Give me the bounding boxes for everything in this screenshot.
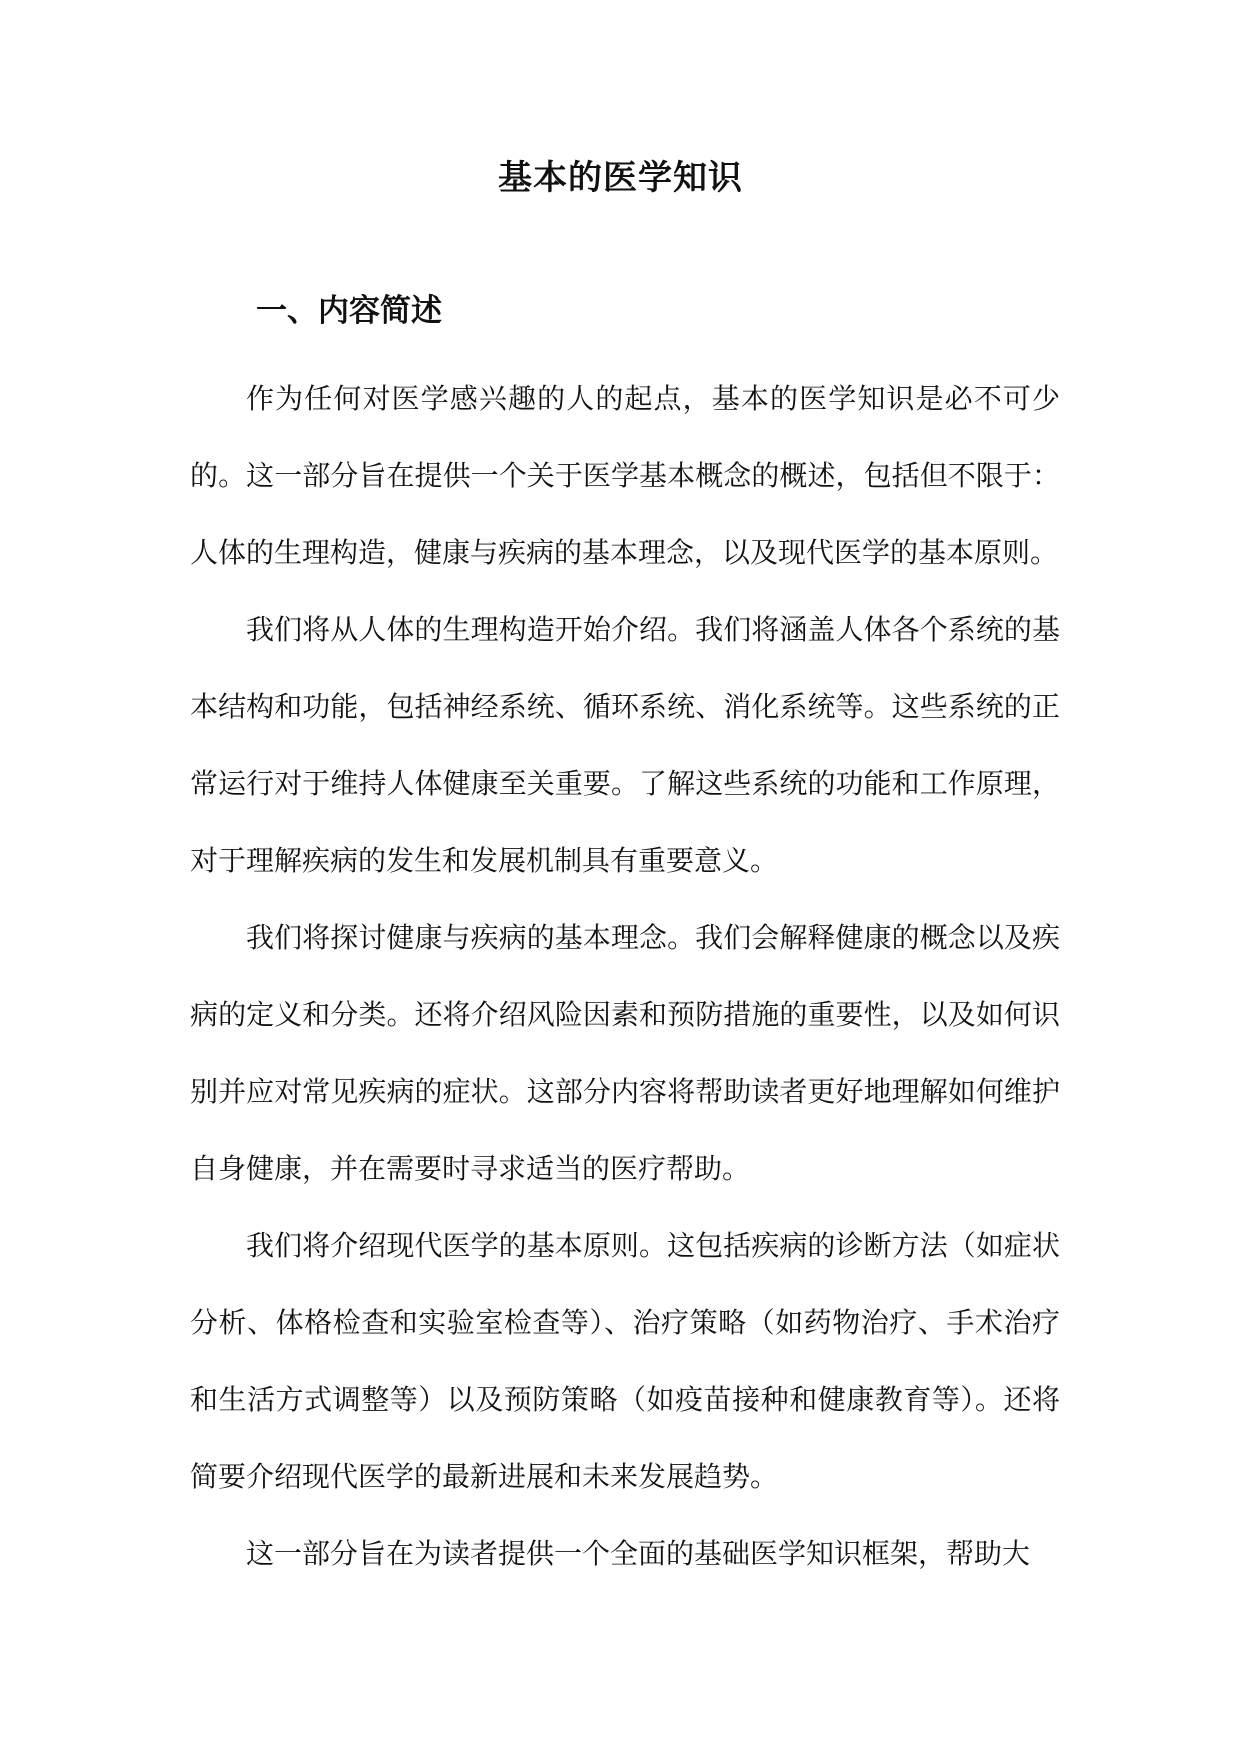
body-text [190, 360, 1060, 1592]
section-heading: 一、内容简述 [256, 293, 442, 329]
paragraph-summary: 这一部分旨在为读者提供一个全面的基础医学知识框架，帮助大 [246, 1537, 1031, 1570]
paragraph-modern-medicine: 我们将介绍现代医学的基本原则。这包括疾病的诊断方法（如症状分析、体格检查和实验室检查等）、治疗策略（如药物治疗、手术治疗和生活方式调整等）以及预防策略（如疫苗接种和健康教育等）。还将简要介绍现代医学的最新进展和未来发展趋势。 [190, 1229, 1060, 1493]
paragraph-health-disease: 我们将探讨健康与疾病的基本理念。我们会解释健康的概念以及疾病的定义和分类。还将介绍风险因素和预防措施的重要性，以及如何识别并应对常见疾病的症状。这部分内容将帮助读者更好地理解如何维护自身健康，并在需要时寻求适当的医疗帮助。 [190, 921, 1060, 1185]
paragraph-anatomy: 我们将从人体的生理构造开始介绍。我们将涵盖人体各个系统的基本结构和功能，包括神经系统、循环系统、消化系统等。这些系统的正常运行对于维持人体健康至关重要。了解这些系统的功能和工作原理，对于理解疾病的发生和发展机制具有重要意义。 [190, 613, 1060, 877]
document-title: 基本的医学知识 [498, 158, 743, 198]
paragraph-intro: 作为任何对医学感兴趣的人的起点，基本的医学知识是必不可少的。这一部分旨在提供一个关于医学基本概念的概述，包括但不限于：人体的生理构造，健康与疾病的基本理念，以及现代医学的基本原则。 [190, 382, 1060, 569]
